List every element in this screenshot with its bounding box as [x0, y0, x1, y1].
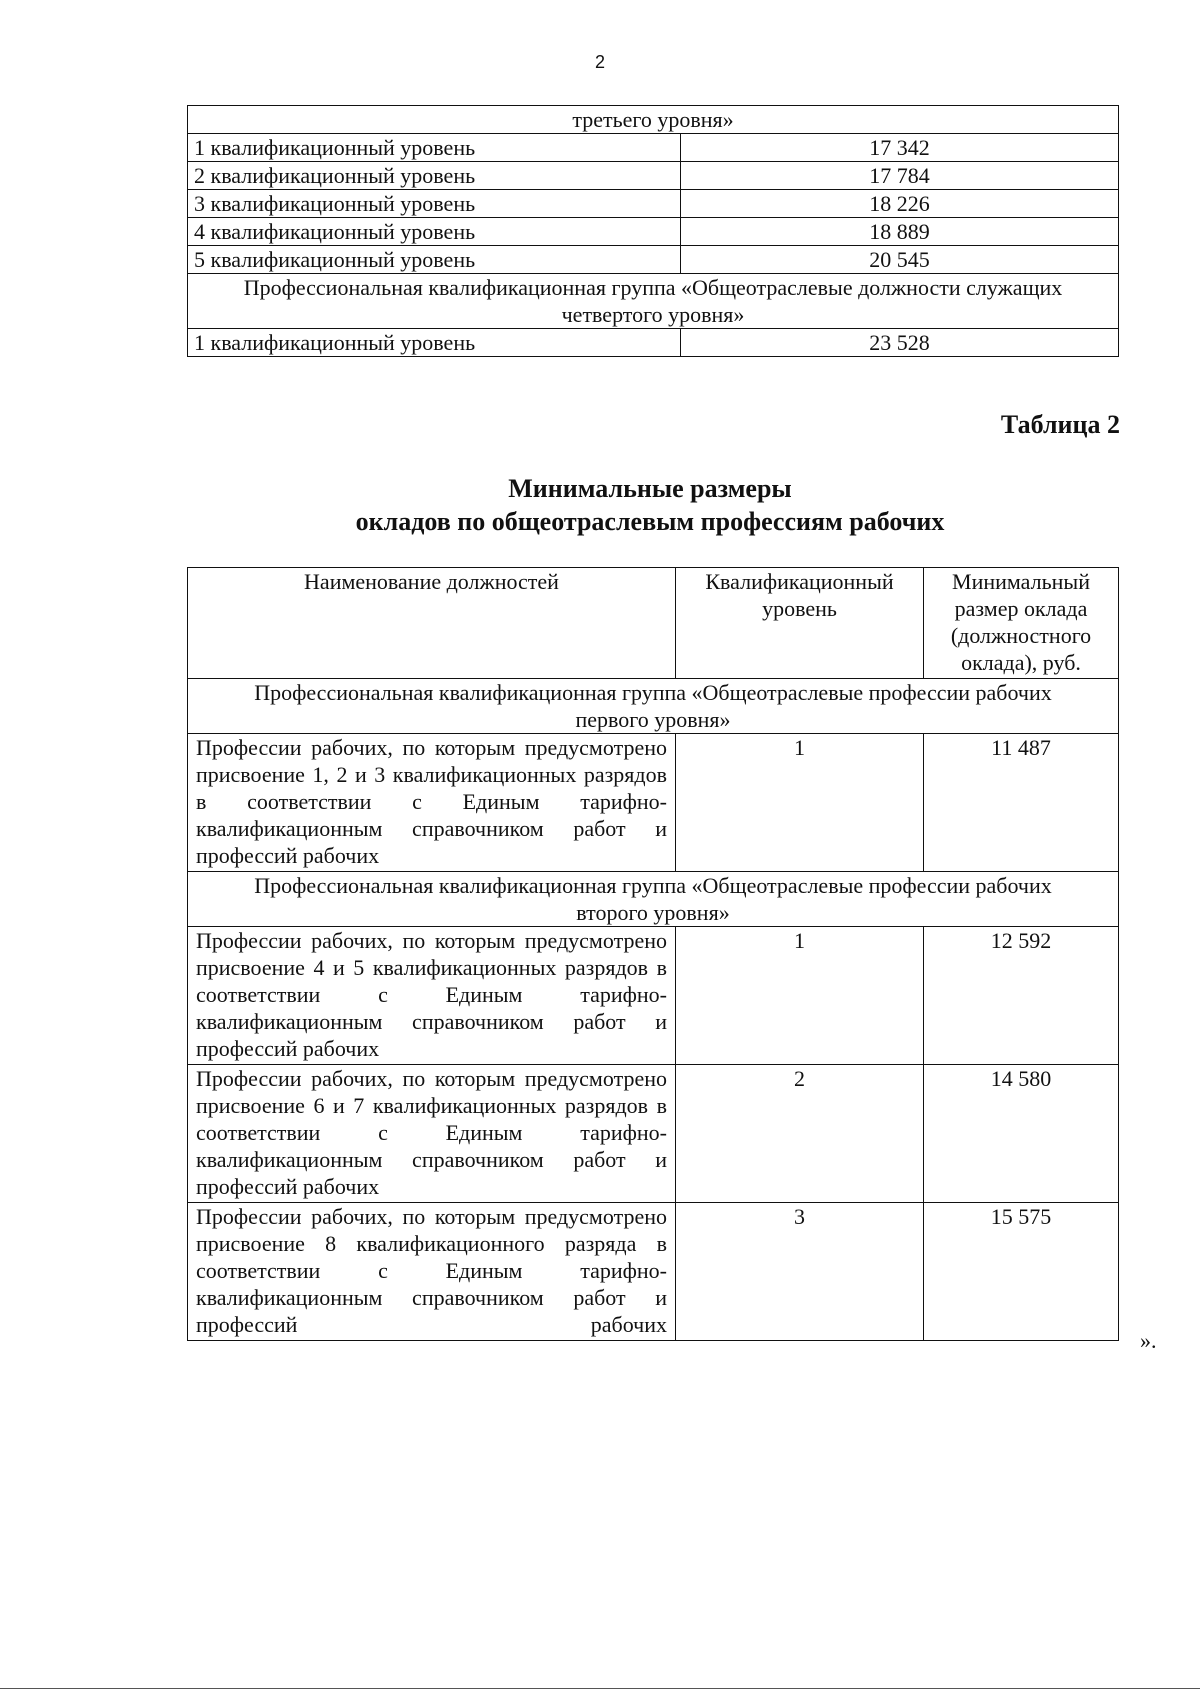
profession-cell: Профессии рабочих, по которым предусмотрено присвоение 8 квалификационного разряда в соответствии с Единым тарифно-квалификационным справочником работ и профессий рабочих	[188, 1203, 676, 1341]
table-row	[188, 1203, 1119, 1341]
table-row	[188, 246, 1119, 274]
header-position-name: Наименование должностей	[188, 568, 676, 679]
table-row	[188, 218, 1119, 246]
table-title	[0, 472, 1200, 538]
level-cell: 2	[676, 1065, 924, 1203]
salary-cell: 12 592	[924, 927, 1119, 1065]
level-cell: 1	[676, 927, 924, 1065]
salary-cell: 20 545	[681, 246, 1119, 274]
level-cell: 3	[676, 1203, 924, 1341]
profession-cell: Профессии рабочих, по которым предусмотрено присвоение 6 и 7 квалификационных разрядов в соответствии с Единым тарифно-квалификационным справочником работ и профессий рабочих	[188, 1065, 676, 1203]
table-row	[188, 134, 1119, 162]
table-row	[188, 1065, 1119, 1203]
closing-quote-mark: ».	[1140, 1328, 1157, 1353]
group-header-line: четвертого уровня»	[561, 302, 745, 327]
group-header	[188, 872, 1119, 927]
table-row	[188, 162, 1119, 190]
group-header-line: Профессиональная квалификационная группа «Общеотраслевые должности служащих	[243, 275, 1063, 300]
level-name-cell: 5 квалификационный уровень	[188, 246, 681, 274]
group-header-line: Профессиональная квалификационная группа «Общеотраслевые профессии рабочих	[254, 680, 1052, 705]
salary-cell: 17 784	[681, 162, 1119, 190]
table-row	[188, 927, 1119, 1065]
group-header-line: Профессиональная квалификационная группа «Общеотраслевые профессии рабочих	[254, 873, 1052, 898]
group-header	[188, 679, 1119, 734]
profession-cell: Профессии рабочих, по которым предусмотрено присвоение 4 и 5 квалификационных разрядов в соответствии с Единым тарифно-квалификационным справочником работ и профессий рабочих	[188, 927, 676, 1065]
profession-cell: Профессии рабочих, по которым предусмотрено присвоение 1, 2 и 3 квалификационных разрядов в соответствии с Единым тарифно-квалификационным справочником работ и профессий рабочих	[188, 734, 676, 872]
title-line: Минимальные размеры	[508, 474, 792, 503]
table-row	[188, 872, 1119, 927]
header-row	[188, 568, 1119, 679]
salary-cell: 14 580	[924, 1065, 1119, 1203]
header-minimum-salary: Минимальный размер оклада (должностного оклада), руб.	[924, 568, 1119, 679]
title-line: окладов по общеотраслевым профессиям рабочих	[355, 507, 945, 536]
level-name-cell: 1 квалификационный уровень	[188, 329, 681, 357]
table-row	[188, 329, 1119, 357]
level-name-cell: 2 квалификационный уровень	[188, 162, 681, 190]
group-header-line: второго уровня»	[576, 900, 730, 925]
table-row	[188, 734, 1119, 872]
level-name-cell: 4 квалификационный уровень	[188, 218, 681, 246]
level-cell: 1	[676, 734, 924, 872]
page-number: 2	[594, 52, 605, 72]
level-name-cell: 1 квалификационный уровень	[188, 134, 681, 162]
salary-cell: 11 487	[924, 734, 1119, 872]
group-header-continuation: третьего уровня»	[188, 106, 1119, 134]
table-row	[188, 274, 1119, 329]
salary-cell: 18 226	[681, 190, 1119, 218]
group-header	[188, 274, 1119, 329]
group-header-line: первого уровня»	[575, 707, 731, 732]
table-row	[188, 190, 1119, 218]
table-label: Таблица 2	[1000, 410, 1120, 439]
table-continuation	[187, 105, 1119, 357]
header-qualification-level: Квалификационный уровень	[676, 568, 924, 679]
table-row	[188, 679, 1119, 734]
footer-rule	[0, 1688, 1200, 1689]
salary-cell: 15 575	[924, 1203, 1119, 1341]
salary-table	[187, 567, 1119, 1341]
salary-cell: 18 889	[681, 218, 1119, 246]
salary-cell: 23 528	[681, 329, 1119, 357]
salary-cell: 17 342	[681, 134, 1119, 162]
level-name-cell: 3 квалификационный уровень	[188, 190, 681, 218]
table-row	[188, 106, 1119, 134]
